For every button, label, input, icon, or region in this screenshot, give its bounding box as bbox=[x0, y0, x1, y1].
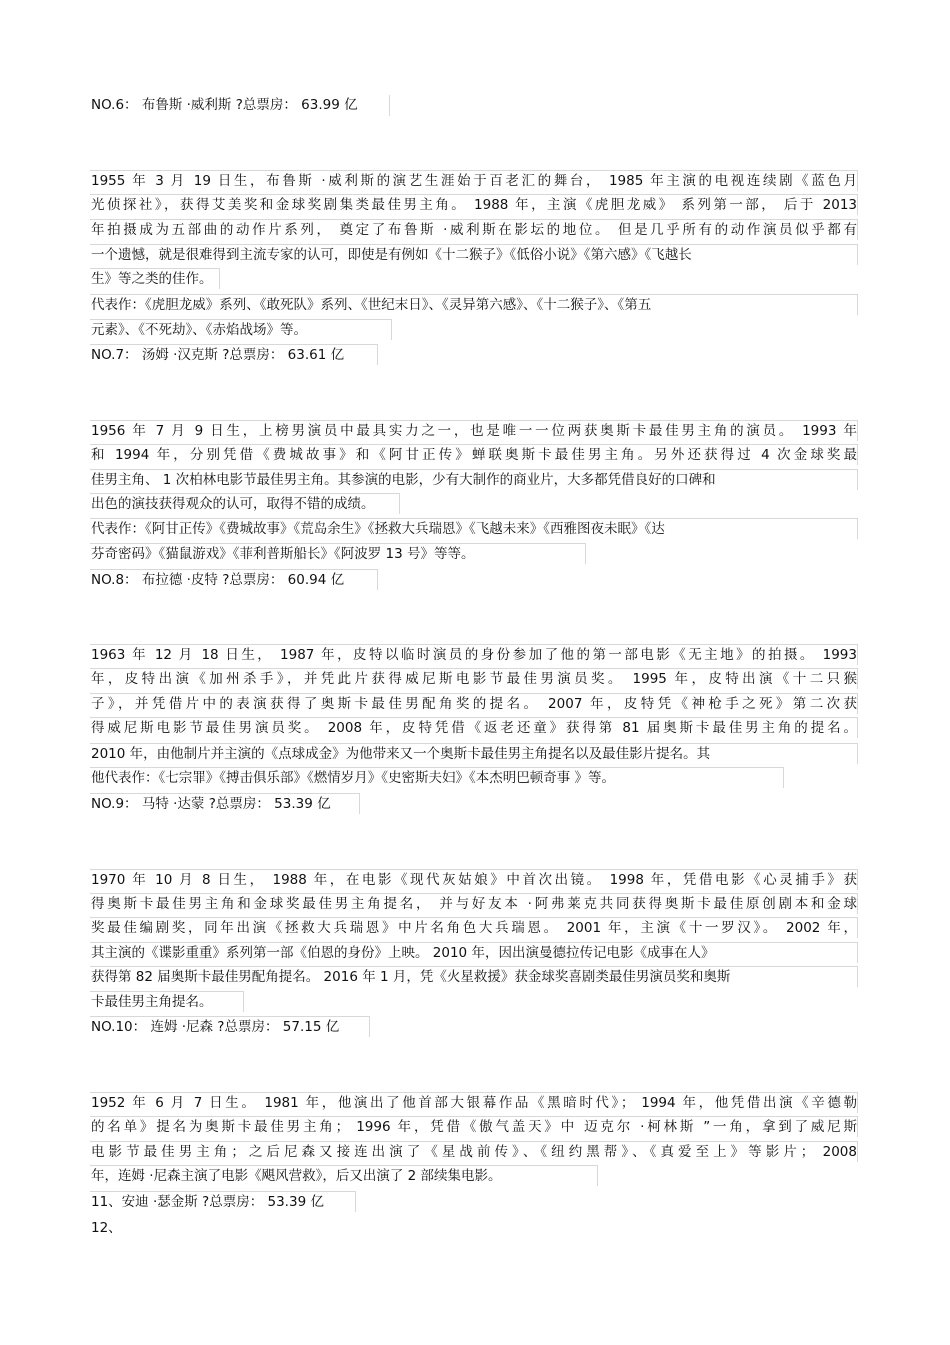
bio-line: 一个遗憾，就是很难得到主流专家的认可，即使是有例如《十二猴子》《低俗小说》《第六感》《飞越长 bbox=[90, 244, 858, 265]
bio-line: 的名单》提名为奥斯卡最佳男主角； 1996 年，凭借《傲气盖天》中 迈克尔 ·柯林斯 ”一角，拿到了威尼斯 bbox=[90, 1116, 858, 1137]
bio-line: 佳男主角、 1 次柏林电影节最佳男主角。其参演的电影，少有大制作的商业片，大多都凭借良好的口碑和 bbox=[90, 469, 858, 490]
bio-line: 得奥斯卡最佳男主角和金球奖最佳男主角提名， 并与好友本 ·阿弗莱克共同获得奥斯卡最佳原创剧本和金球 bbox=[90, 893, 858, 914]
bio-line: 2010 年，由他制片并主演的《点球成金》为他带来又一个奥斯卡最佳男主角提名以及最佳影片提名。其 bbox=[90, 743, 858, 764]
section-heading: 11、安迪 ·瑟金斯 ?总票房： 53.39 亿 bbox=[90, 1191, 356, 1212]
bio-line: 1970 年 10 月 8 日生， 1988 年，在电影《现代灰姑娘》中首次出镜。 1998 年，凭借电影《心灵捕手》获 bbox=[90, 869, 858, 890]
bio-line: 年，连姆 ·尼森主演了电影《飓风营救》，后又出演了 2 部续集电影。 bbox=[90, 1165, 598, 1186]
works-line: 代表作：《虎胆龙威》系列、《敢死队》系列、《世纪末日》、《灵异第六感》、《十二猴子》、《第五 bbox=[90, 294, 858, 315]
bio-line: 他代表作：《七宗罪》《搏击俱乐部》《燃情岁月》《史密斯夫妇》《本杰明巴顿奇事 》等。 bbox=[90, 767, 784, 788]
works-line: 元素》、《不死劫》、《赤焰战场》等。 bbox=[90, 319, 392, 340]
bio-line: 光侦探社》，获得艾美奖和金球奖剧集类最佳男主角。 1988 年，主演《虎胆龙威》 系列第一部， 后于 2013 bbox=[90, 194, 858, 215]
bio-line: 电影节最佳男主角；之后尼森又接连出演了《星战前传》、《纽约黑帮》、《真爱至上》等影片； 2008 bbox=[90, 1141, 858, 1162]
bio-line: 生》等之类的佳作。 bbox=[90, 268, 220, 289]
bio-line: 卡最佳男主角提名。 bbox=[90, 991, 244, 1012]
bio-line: 奖最佳编剧奖，同年出演《拯救大兵瑞恩》中片名角色大兵瑞恩。 2001 年，主演《十一罗汉》。 2002 年， bbox=[90, 917, 858, 938]
bio-line: 1963 年 12 月 18 日生， 1987 年，皮特以临时演员的身份参加了他的第一部电影《无主地》的拍摄。 1993 bbox=[90, 644, 858, 665]
bio-line: 年拍摄成为五部曲的动作片系列， 奠定了布鲁斯 ·威利斯在影坛的地位。 但是几乎所有的动作演员似乎都有 bbox=[90, 219, 858, 240]
section-heading: 12、 bbox=[91, 1220, 122, 1236]
bio-line: 出色的演技获得观众的认可，取得不错的成绩。 bbox=[90, 493, 400, 514]
bio-line: 和 1994 年，分别凭借《费城故事》和《阿甘正传》蝉联奥斯卡最佳男主角。另外还获得过 4 次金球奖最 bbox=[90, 444, 858, 465]
section-heading: NO.9： 马特 ·达蒙 ?总票房： 53.39 亿 bbox=[90, 793, 360, 814]
works-line: 代表作：《阿甘正传》《费城故事》《荒岛余生》《拯救大兵瑞恩》《飞越未来》《西雅图夜未眠》《达 bbox=[90, 518, 858, 539]
bio-line: 1952 年 6 月 7 日生。 1981 年，他演出了他首部大银幕作品《黑暗时代》； 1994 年，他凭借出演《辛德勒 bbox=[90, 1092, 858, 1113]
works-line: 芬奇密码》《猫鼠游戏》《菲利普斯船长》《阿波罗 13 号》等等。 bbox=[90, 543, 586, 564]
section-heading: NO.7： 汤姆 ·汉克斯 ?总票房： 63.61 亿 bbox=[90, 344, 378, 365]
bio-line: 1955 年 3 月 19 日生，布鲁斯 ·威利斯的演艺生涯始于百老汇的舞台， 1985 年主演的电视连续剧《蓝色月 bbox=[90, 170, 858, 191]
section-heading: NO.10： 连姆 ·尼森 ?总票房： 57.15 亿 bbox=[90, 1016, 370, 1037]
bio-line: 得威尼斯电影节最佳男演员奖。 2008 年，皮特凭借《返老还童》获得第 81 届奥斯卡最佳男主角的提名。 bbox=[90, 717, 858, 738]
bio-line: 1956 年 7 月 9 日生，上榜男演员中最具实力之一，也是唯一一位两获奥斯卡最佳男主角的演员。 1993 年 bbox=[90, 420, 858, 441]
bio-line: 子》，并凭借片中的表演获得了奥斯卡最佳男配角奖的提名。 2007 年，皮特凭《神枪手之死》第二次获 bbox=[90, 693, 858, 714]
bio-line: 其主演的《谍影重重》系列第一部《伯恩的身份》上映。 2010 年，因出演曼德拉传记电影《成事在人》 bbox=[90, 942, 858, 963]
section-heading: NO.8： 布拉德 ·皮特 ?总票房： 60.94 亿 bbox=[90, 569, 378, 590]
section-heading: NO.6： 布鲁斯 ·威利斯 ?总票房： 63.99 亿 bbox=[90, 95, 390, 116]
bio-line: 获得第 82 届奥斯卡最佳男配角提名。 2016 年 1 月，凭《火星救援》获金球奖喜剧类最佳男演员奖和奥斯 bbox=[90, 966, 858, 987]
bio-line: 年，皮特出演《加州杀手》，并凭此片获得威尼斯电影节最佳男演员奖。 1995 年，皮特出演《十二只猴 bbox=[90, 668, 858, 689]
